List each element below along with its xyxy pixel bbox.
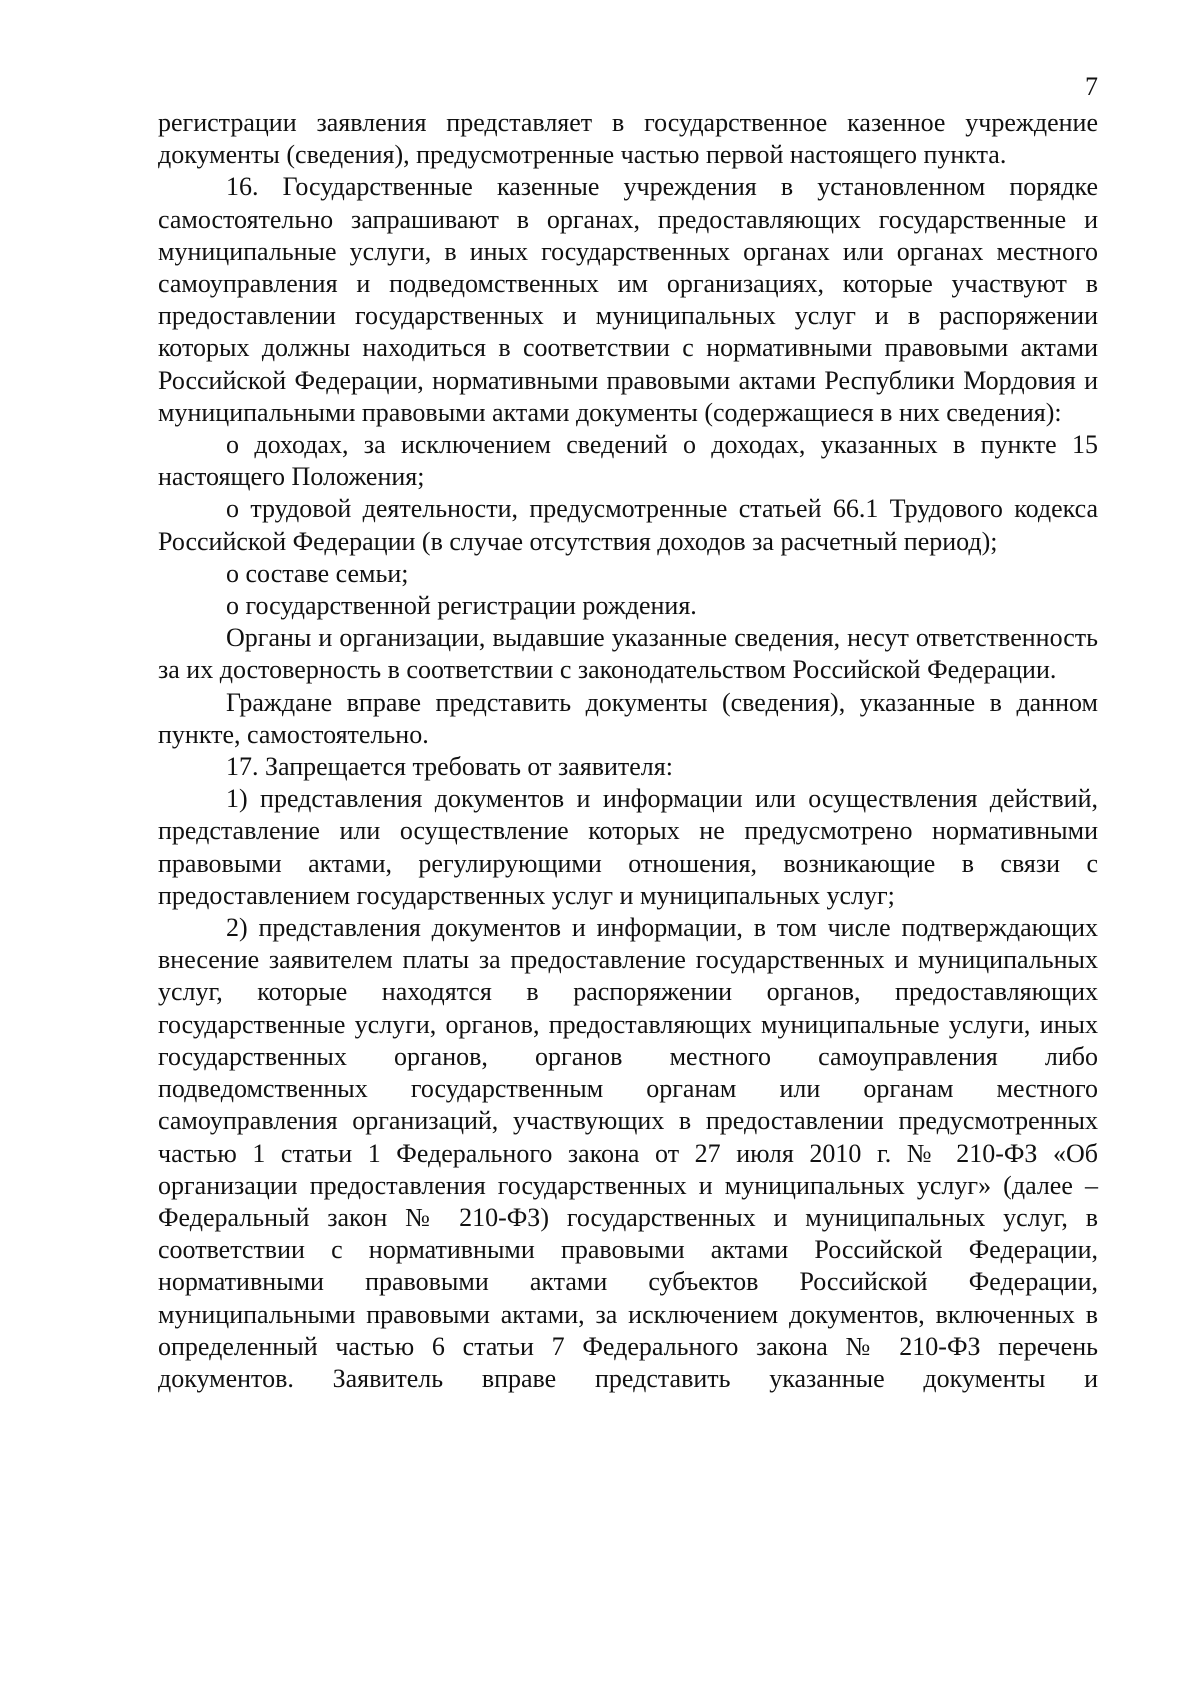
paragraph-citizens: Граждане вправе представить документы (сведения), указанные в данном пункте, самостоятельно. bbox=[158, 687, 1098, 749]
page-number: 7 bbox=[1085, 72, 1098, 101]
paragraph-labor: о трудовой деятельности, предусмотренные статьей 66.1 Трудового кодекса Российской Федерации (в случае отсутствия доходов за расчетный период); bbox=[158, 494, 1098, 556]
paragraph-continued: регистрации заявления представляет в государственное казенное учреждение документы (сведения), предусмотренные частью первой настоящего пункта. bbox=[158, 108, 1098, 170]
document-body bbox=[158, 107, 1098, 1395]
paragraph-birth: о государственной регистрации рождения. bbox=[226, 591, 697, 621]
paragraph-income: о доходах, за исключением сведений о доходах, указанных в пункте 15 настоящего Положения; bbox=[158, 430, 1098, 492]
paragraph-17-item-1: 1) представления документов и информации или осуществления действий, представление или осуществление которых не предусмотрено нормативными правовыми актами, регулирующими отношения, возникающие в связи с предоставлением государственных услуг и муниципальных услуг; bbox=[158, 784, 1098, 910]
paragraph-16: 16. Государственные казенные учреждения в установленном порядке самостоятельно запрашивают в органах, предоставляющих государственные и муниципальные услуги, в иных государственных органах или органах местного самоуправления и подведомственных им организациях, которые участвуют в предоставлении государственных и муниципальных услуг и в распоряжении которых должны находиться в соответствии с нормативными правовыми актами Российской Федерации, нормативными правовыми актами Республики Мордовия и муниципальными правовыми актами документы (содержащиеся в них сведения): bbox=[158, 172, 1098, 427]
paragraph-family: о составе семьи; bbox=[226, 558, 409, 588]
paragraph-responsibility: Органы и организации, выдавшие указанные сведения, несут ответственность за их достоверность в соответствии с законодательством Российской Федерации. bbox=[158, 623, 1098, 685]
paragraph-17-item-2: 2) представления документов и информации, в том числе подтверждающих внесение заявителем платы за предоставление государственных и муниципальных услуг, которые находятся в распоряжении органов, предоставляющих государственные услуги, органов, предоставляющих муниципальные услуги, иных государственных органов, органов местного самоуправления либо подведомственных государственным органам или органам местного самоуправления организаций, участвующих в предоставлении предусмотренных частью 1 статьи 1 Федерального закона от 27 июля 2010 г. № 210-ФЗ «Об организации предоставления государственных и муниципальных услуг» (далее – Федеральный закон № 210-ФЗ) государственных и муниципальных услуг, в соответствии с нормативными правовыми актами Российской Федерации, нормативными правовыми актами субъектов Российской Федерации, муниципальными правовыми актами, за исключением документов, включенных в определенный частью 6 статьи 7 Федерального закона № 210-ФЗ перечень документов. Заявитель вправе представить указанные документы и bbox=[158, 913, 1098, 1393]
paragraph-17: 17. Запрещается требовать от заявителя: bbox=[226, 752, 673, 782]
